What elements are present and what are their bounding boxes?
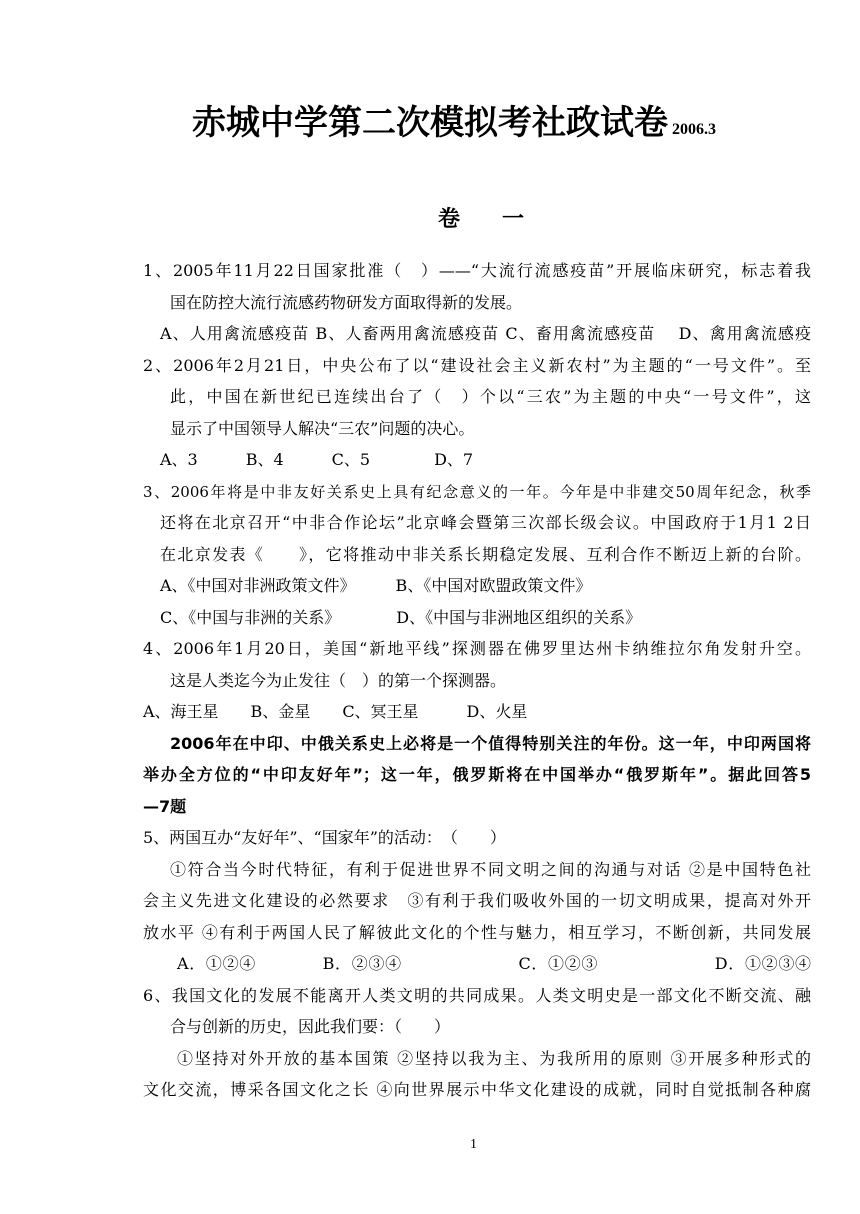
question-5-options: A．①②④ B．②③④ C．①②③ D．①②③④ bbox=[177, 954, 811, 973]
question-6-line-1: 6、我国文化的发展不能离开人类文明的共同成果。人类文明史是一部文化不断交流、融 bbox=[143, 986, 811, 1005]
section-heading: 卷一 bbox=[437, 207, 566, 232]
question-6-line-3: ①坚持对外开放的基本国策 ②坚持以我为主、为我所用的原则 ③开展多种形式的 bbox=[177, 1049, 811, 1068]
question-4-options: A、海王星 B、金星 C、冥王星 D、火星 bbox=[143, 702, 528, 721]
page-number: 1 bbox=[470, 1137, 477, 1152]
question-2-line-1: 2、2006年2月21日，中央公布了以“建设社会主义新农村”为主题的“一号文件”。至 bbox=[143, 356, 811, 375]
question-3-line-1: 3、2006年将是中非友好关系史上具有纪念意义的一年。今年是中非建交50周年纪念，秋季 bbox=[143, 483, 811, 501]
question-3-line-3: 在北京发表《 》，它将推动中非关系长期稳定发展、互利合作不断迈上新的台阶。 bbox=[160, 545, 811, 564]
question-2-line-3: 显示了中国领导人解决“三农”问题的决心。 bbox=[170, 419, 475, 438]
passage-line-3: —7题 bbox=[143, 797, 187, 816]
question-4-line-1: 4、2006年1月20日，美国“新地平线”探测器在佛罗里达州卡纳维拉尔角发射升空。 bbox=[143, 639, 811, 658]
question-1-line-2: 国在防控大流行流感药物研发方面取得新的发展。 bbox=[170, 293, 523, 312]
passage-line-2: 举办全方位的“中印友好年”；这一年，俄罗斯将在中国举办“俄罗斯年”。据此回答5 bbox=[143, 765, 811, 784]
question-2-options: A、3 B、4 C、5 D、7 bbox=[160, 450, 474, 469]
question-5-line-2: ①符合当今时代特征，有利于促进世界不同文明之间的沟通与对话 ②是中国特色社 bbox=[170, 860, 811, 879]
passage-line-1: 2006年在中印、中俄关系史上必将是一个值得特别关注的年份。这一年，中印两国将 bbox=[170, 734, 811, 753]
question-4-line-2: 这是人类迄今为止发往（ ）的第一个探测器。 bbox=[170, 671, 507, 690]
question-6-line-4: 文化交流，博采各国文化之长 ④向世界展示中华文化建设的成就，同时自觉抵制各种腐 bbox=[143, 1080, 811, 1099]
title-text: 赤城中学第二次模拟考社政试卷 bbox=[192, 103, 668, 143]
question-3-line-2: 还将在北京召开“中非合作论坛”北京峰会暨第三次部长级会议。中国政府于1月1 2日 bbox=[160, 513, 811, 532]
question-5-line-4: 放水平 ④有利于两国人民了解彼此文化的个性与魅力，相互学习，不断创新，共同发展 bbox=[143, 923, 811, 942]
question-3-options-ab: A、《中国对非洲政策文件》 B、《中国对欧盟政策文件》 bbox=[160, 576, 592, 595]
question-1-line-1: 1、2005年11月22日国家批准（ ）——“大流行流感疫苗”开展临床研究，标志着我 bbox=[143, 261, 811, 280]
page-title bbox=[192, 100, 716, 153]
question-1-options: A、人用禽流感疫苗 B、人畜两用禽流感疫苗 C、畜用禽流感疫苗 D、禽用禽流感疫 bbox=[160, 324, 811, 343]
question-2-line-2: 此，中国在新世纪已连续出台了（ ）个以“三农”为主题的中央“一号文件”，这 bbox=[170, 387, 811, 406]
question-5-line-3: 会主义先进文化建设的必然要求 ③有利于我们吸收外国的一切文明成果，提高对外开 bbox=[143, 891, 811, 910]
question-6-line-2: 合与创新的历史，因此我们要：（ ） bbox=[170, 1017, 451, 1036]
question-3-options-cd: C、《中国与非洲的关系》 D、《中国与非洲地区组织的关系》 bbox=[160, 608, 642, 627]
title-date: 2006.3 bbox=[672, 121, 716, 138]
question-5-line-1: 5、两国互办“友好年”、“国家年”的活动： （ ） bbox=[143, 828, 506, 847]
